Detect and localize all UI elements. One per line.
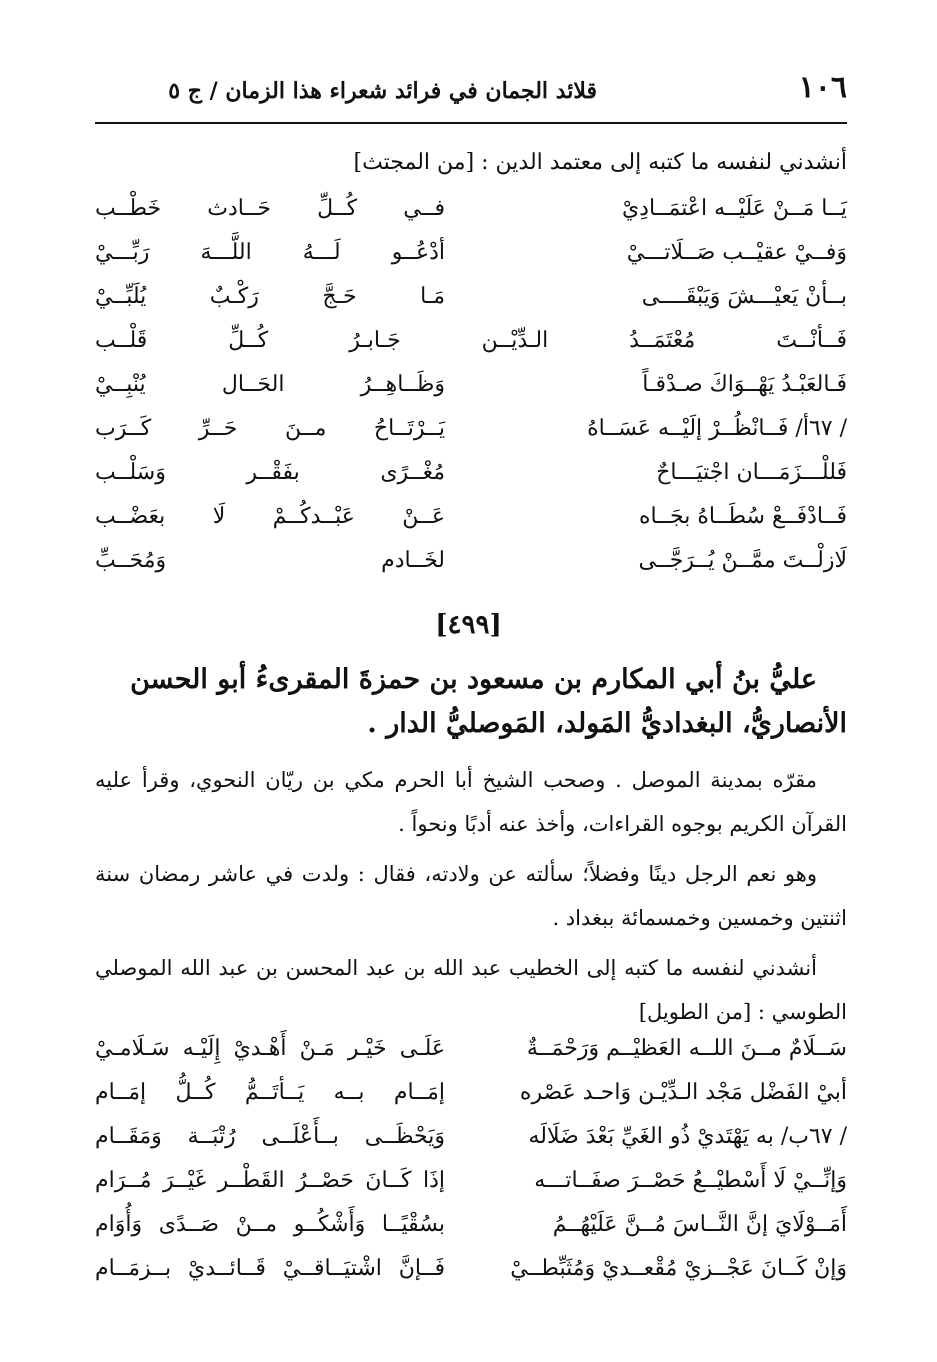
poem1-hemistich-second: مَـا حَـجَّ رَكْـبٌ يُلَبِّــيْ [95, 284, 445, 309]
poem2-verse [95, 1036, 847, 1080]
poem2-hemistich-first: سَــلَامٌ مــنَ اللــه العَظيْــم وَرَحْمَــةٌ [526, 1036, 847, 1061]
paragraph-poem2-intro: أنشدني لنفسه ما كتبه إلى الخطيب عبد الله بن عبد المحسن بن عبد الله الموصلي الطوسي : [من الطويل] [95, 956, 847, 1024]
poem2-verse [95, 1256, 847, 1300]
poem-two [95, 1036, 847, 1300]
poem1-hemistich-first: / ٦٧أ/ فَــانْظُــرْ إلَيْــه عَسَــاهُ [587, 416, 847, 441]
poem2-hemistich-second: إذَا كَــانَ حَصْــرُ القَطْــر غَيْــرَ مُــرَام [95, 1168, 445, 1193]
poem1-verse [95, 284, 847, 328]
poem1-verse [95, 548, 847, 592]
poem1-hemistich-second: لخَــادم وَمُحَــبِّ [95, 548, 445, 573]
poem2-hemistich-first: أَمَــوْلَايَ إنَّ النَّــاسَ مُــنَّ عَلَيْهُــمُ [552, 1212, 847, 1237]
poem1-hemistich-first: فَــأنْــتَ مُعْتَمَــدُ الـدِّيْــن جَـابـرُ كُــلِّ قَلْــب [95, 328, 847, 353]
poem1-hemistich-second: عَــنْ عَبْــدكُــمْ لَا بعَضْــب [95, 504, 445, 529]
poem2-verse [95, 1212, 847, 1256]
poem1-verse [95, 460, 847, 504]
poem1-verse [95, 416, 847, 460]
poem2-hemistich-second: بسُقْيًــا وَأَشْكُــو مــنْ صَــدًى وَأُوَام [95, 1212, 445, 1237]
entry-title-line-2: الأنصاريُّ، البغداديُّ المَولد، المَوصليُّ الدار . [367, 708, 847, 739]
poem1-hemistich-first: فَـالعَبْـدُ يَهْــوَاكَ صـدْقـاً [642, 372, 847, 397]
poem2-hemistich-second: وَيَحْظَــى بــأَعْلَــى رُتْبَــة وَمَقَــام [95, 1124, 445, 1149]
poem-one [95, 196, 847, 592]
poem2-hemistich-second: فَــإنَّ اشْتيَــاقــيْ قَــائــديْ بــزمَــام [95, 1256, 445, 1281]
poem2-verse [95, 1080, 847, 1124]
poem1-verse [95, 328, 847, 372]
poem1-hemistich-first: بــأنْ يَعيْـــشَ وَيَبْقَــــى [641, 284, 847, 309]
poem1-verse [95, 372, 847, 416]
poem1-hemistich-second: أدْعُــو لَـــهُ اللَّـــهَ رَبِّـــيْ [95, 240, 445, 265]
paragraph-birth: وهو نعم الرجل دينًا وفضلاً؛ سألته عن ولادته، فقال : ولدت في عاشر رمضان سنة اثنتين وخمسين وخمسمائة ببغداد . [95, 862, 847, 930]
poem2-hemistich-first: وَإنْ كَــانَ عَجْــزيْ مُقْعــديْ وَمُثَبِّطــيْ [510, 1256, 847, 1281]
running-title: قلائد الجمان في فرائد شعراء هذا الزمان / ج ٥ [168, 78, 597, 104]
poem2-hemistich-first: / ٦٧ب/ به يَهْتَديْ ذُو الغَيِّ بَعْدَ ضَلَالَه [528, 1124, 847, 1149]
poem1-hemistich-first: وَفــيْ عقيْــب صَــلَاتـــيْ [626, 240, 847, 265]
poem1-verse [95, 240, 847, 284]
poem1-verse [95, 196, 847, 240]
page-header [95, 62, 847, 124]
paragraph-biography: مقرّه بمدينة الموصل . وصحب الشيخ أبا الحرم مكي بن ريّان النحوي، وقرأ عليه القرآن الكريم بوجوه القراءات، وأخذ عنه أدبًا ونحواً . [95, 768, 847, 836]
poem2-hemistich-first: أبيْ الفَضْل مَجْد الـدِّيْـن وَاحـد عَصْره [519, 1080, 847, 1105]
poem1-intro: أنشدني لنفسه ما كتبه إلى معتمد الدين : [من المجتث] [353, 150, 847, 175]
poem1-hemistich-second: يَــرْتَــاحُ مــنَ حَــرِّ كَــرَب [95, 416, 445, 441]
poem2-hemistich-first: وَإنِّــيْ لَا أَسْطيْــعُ حَصْــرَ صفَــاتـــه [534, 1168, 847, 1193]
poem1-hemistich-first: فَللْـــزَمَـــان اجْتيَـــاحٌ [656, 460, 847, 485]
page-number: ١٠٦ [798, 70, 847, 105]
poem1-hemistich-second: مُغْــرًى بفَقْــر وَسَلْــب [95, 460, 445, 485]
poem1-hemistich-first: فَــادْفَــعْ سُطَــاهُ بجَــاه [638, 504, 847, 529]
poem1-hemistich-first: يَــا مَــنْ عَلَيْــه اعْتمَــادِيْ [621, 196, 847, 221]
poem1-hemistich-second: وَظَــاهِــرُ الحَــال يُنْبِــيْ [95, 372, 445, 397]
poem2-hemistich-second: إمَــام بــه يَــأتَــمُّ كُــلُّ إمَــام [95, 1080, 445, 1105]
poem1-hemistich-second: فــي كُــلِّ حَــادث خَطْــب [95, 196, 445, 221]
entry-number: [٤٩٩] [435, 610, 502, 640]
poem1-hemistich-first: لَازلْــتَ ممَّــنْ يُــرَجَّــى [638, 548, 847, 573]
poem2-verse [95, 1168, 847, 1212]
entry-title-line-1: عليُّ بنُ أبي المكارم بن مسعود بن حمزةَ المقرىءُ أبو الحسن [130, 664, 817, 695]
poem2-hemistich-second: عَلَـى خَيْـر مَـنْ أَهْـديْ إِلَيْـه سَـلَامـيْ [95, 1036, 445, 1061]
poem2-verse [95, 1124, 847, 1168]
poem1-verse [95, 504, 847, 548]
